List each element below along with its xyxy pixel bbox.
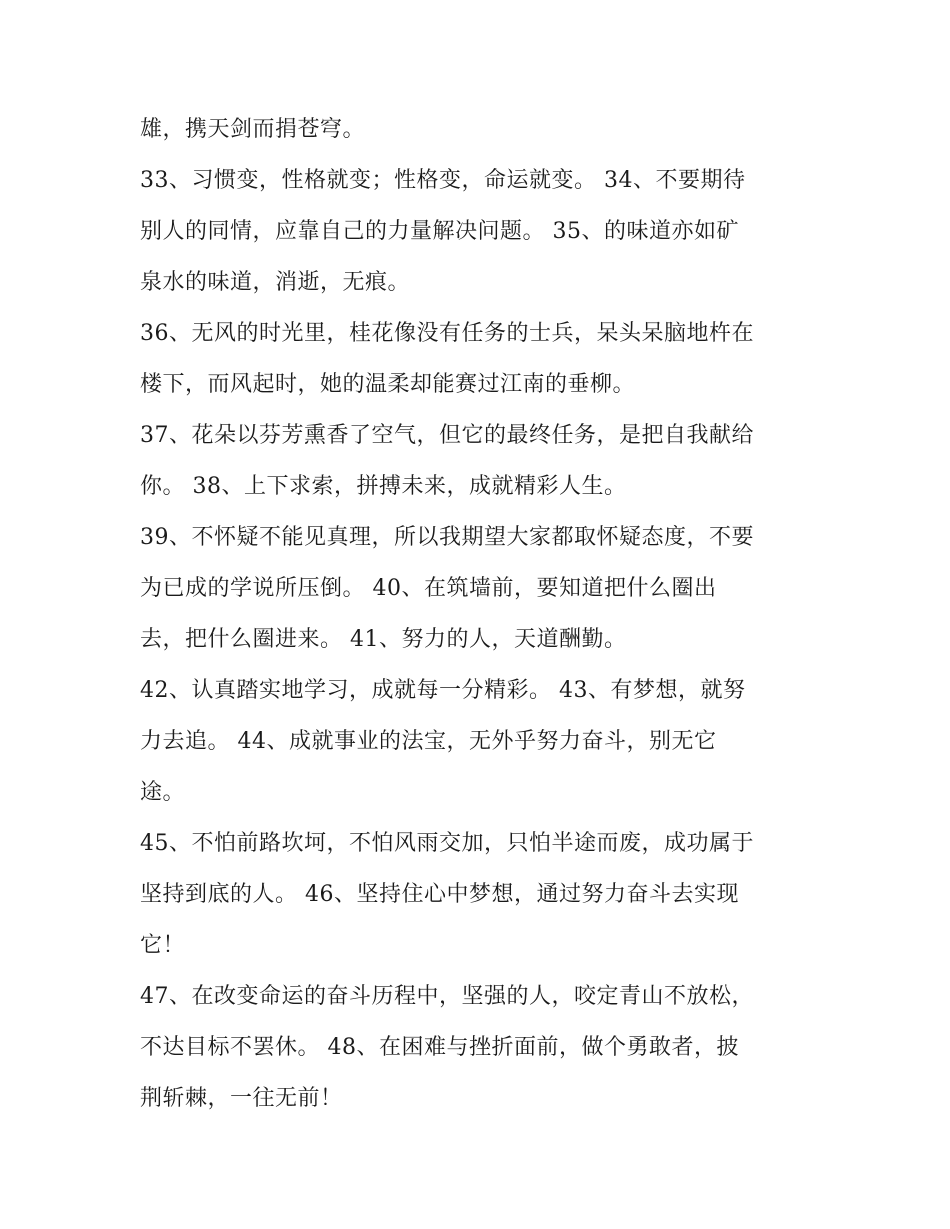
- text-line: 你。 38、上下求索，拼搏未来，成就精彩人生。: [140, 474, 627, 499]
- text-line: 荆斩棘，一往无前！: [140, 1086, 343, 1111]
- text-line: 不达目标不罢休。 48、在困难与挫折面前，做个勇敢者，披: [140, 1035, 739, 1060]
- text-line: 42、认真踏实地学习，成就每一分精彩。 43、有梦想，就努: [140, 678, 746, 703]
- text-line: 力去追。 44、成就事业的法宝，无外乎努力奋斗，别无它: [140, 729, 717, 754]
- text-line: 36、无风的时光里，桂花像没有任务的士兵，呆头呆脑地杵在: [140, 321, 754, 346]
- text-line: 45、不怕前路坎坷，不怕风雨交加，只怕半途而废，成功属于: [140, 831, 754, 856]
- text-line: 去，把什么圈进来。 41、努力的人，天道酬勤。: [140, 627, 627, 652]
- text-line: 39、不怀疑不能见真理，所以我期望大家都取怀疑态度，不要: [140, 525, 754, 550]
- text-line: 泉水的味道，消逝，无痕。: [140, 270, 411, 295]
- text-line: 33、习惯变，性格就变；性格变，命运就变。 34、不要期待: [140, 168, 746, 193]
- text-line: 途。: [140, 780, 186, 805]
- text-line: 别人的同情，应靠自己的力量解决问题。 35、的味道亦如矿: [140, 219, 739, 244]
- text-line: 37、花朵以芬芳熏香了空气，但它的最终任务，是把自我献给: [140, 423, 754, 448]
- text-line: 为已成的学说所压倒。 40、在筑墙前，要知道把什么圈出: [140, 576, 717, 601]
- text-line: 它！: [140, 933, 186, 958]
- text-line: 雄，携天剑而捐苍穹。: [140, 117, 366, 142]
- text-line: 47、在改变命运的奋斗历程中，坚强的人，咬定青山不放松，: [140, 984, 754, 1009]
- text-line: 楼下，而风起时，她的温柔却能赛过江南的垂柳。: [140, 372, 636, 397]
- text-line: 坚持到底的人。 46、坚持住心中梦想，通过努力奋斗去实现: [140, 882, 739, 907]
- document-text: [140, 104, 830, 1124]
